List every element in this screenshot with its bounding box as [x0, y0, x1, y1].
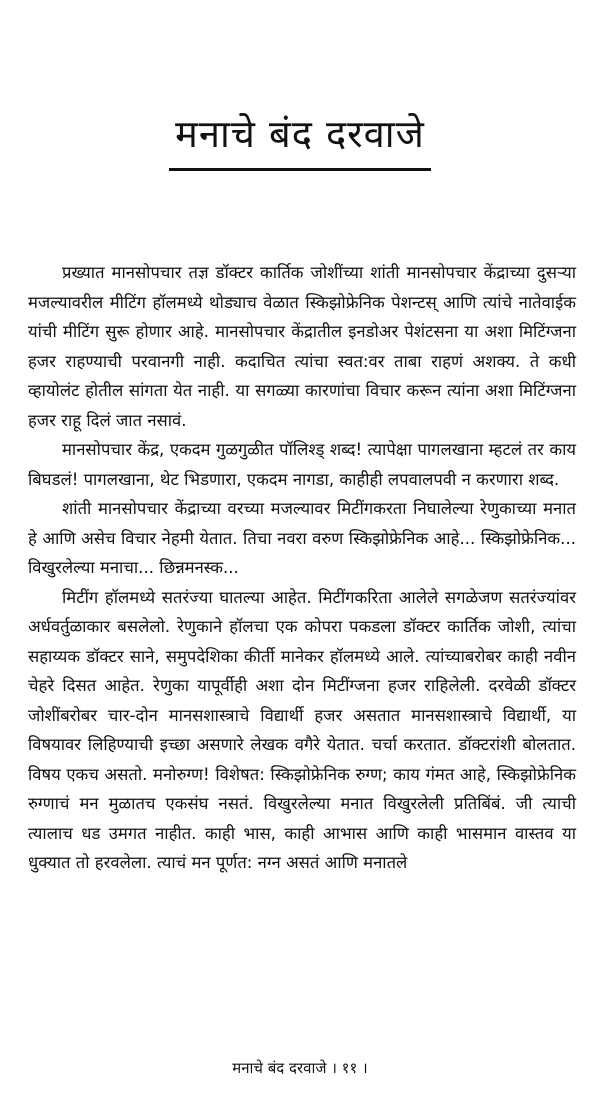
title-underline [169, 168, 431, 171]
paragraph-1: प्रख्यात मानसोपचार तज्ञ डॉक्टर कार्तिक जोशींच्या शांती मानसोपचार केंद्राच्या दुसऱ्या मजल्यावरील मीटिंग हॉलमध्ये थोड्याच वेळात स्किझोफ्रेनिक पेशन्टस् आणि त्यांचे नातेवाईक यांची मीटिंग सुरू होणार आहे. मानसोपचार केंद्रातील इनडोअर पेशंटसना या अशा मिटिंग्जना हजर राहण्याची परवानगी नाही. कदाचित त्यांचा स्वत:वर ताबा राहणं अशक्य. ते कधी व्हायोलंट होतील सांगता येत नाही. या सगळ्या कारणांचा विचार करून त्यांना अशा मिटिंग्जना हजर राहू दिलं जात नसावं. [28, 263, 577, 430]
chapter-title: मनाचे बंद दरवाजे [175, 112, 425, 156]
paragraph-2: मानसोपचार केंद्र, एकदम गुळगुळीत पॉलिश्ड् शब्द! त्यापेक्षा पागलखाना म्हटलं तर काय बिघडलं! पागलखाना, थेट भिडणारा, एकदम नागडा, काहीही लपवालपवी न करणारा शब्द. [28, 440, 576, 489]
chapter-body [28, 258, 576, 878]
paragraph-4: मिटींग हॉलमध्ये सतरंज्या घातल्या आहेत. मिटींगकरिता आलेले सगळेजण सतरंज्यांवर अर्धवर्तुळाकार बसलेलो. रेणुकाने हॉलचा एक कोपरा पकडला डॉक्टर कार्तिक जोशी, त्यांचा सहाय्यक डॉक्टर साने, समुपदेशिका कीर्ती मानेकर हॉलमध्ये आले. त्यांच्याबरोबर काही नवीन चेहरे दिसत आहेत. रेणुका यापूर्वीही अशा दोन मिटींग्जना हजर राहिलेली. दरवेळी डॉक्टर जोशींबरोबर चार-दोन मानसशास्त्राचे विद्यार्थी हजर असतात मानसशास्त्राचे विद्यार्थी, या विषयावर लिहिण्याची इच्छा असणारे लेखक वगैरे येतात. चर्चा करतात. डॉक्टरांशी बोलतात. विषय एकच असतो. मनोरुग्ण! विशेषत: स्किझोफ्रेनिक रुग्ण; काय गंमत आहे, स्किझोफ्रेनिक रुग्णाचं मन मुळातच एकसंघ नसतं. विखुरलेल्या मनात विखुरलेली प्रतिबिंबं. जी त्याची त्यालाच धड उमगत नाहीत. काही भास, काही आभास आणि काही भासमान वास्तव या धुक्यात तो हरवलेला. त्याचं मन पूर्णत: नग्न असतं आणि मनातले [28, 587, 576, 872]
paragraph-3: शांती मानसोपचार केंद्राच्या वरच्या मजल्यावर मिटींगकरता निघालेल्या रेणुकाच्या मनात हे आणि असेच विचार नेहमी येतात. तिचा नवरा वरुण स्किझोफ्रेनिक आहे... स्किझोफ्रेनिक... विखुरलेल्या मनाचा... छिन्नमनस्क... [28, 499, 576, 577]
chapter-heading [0, 112, 600, 171]
page-footer: मनाचे बंद दरवाजे । ११ । [232, 1059, 368, 1077]
